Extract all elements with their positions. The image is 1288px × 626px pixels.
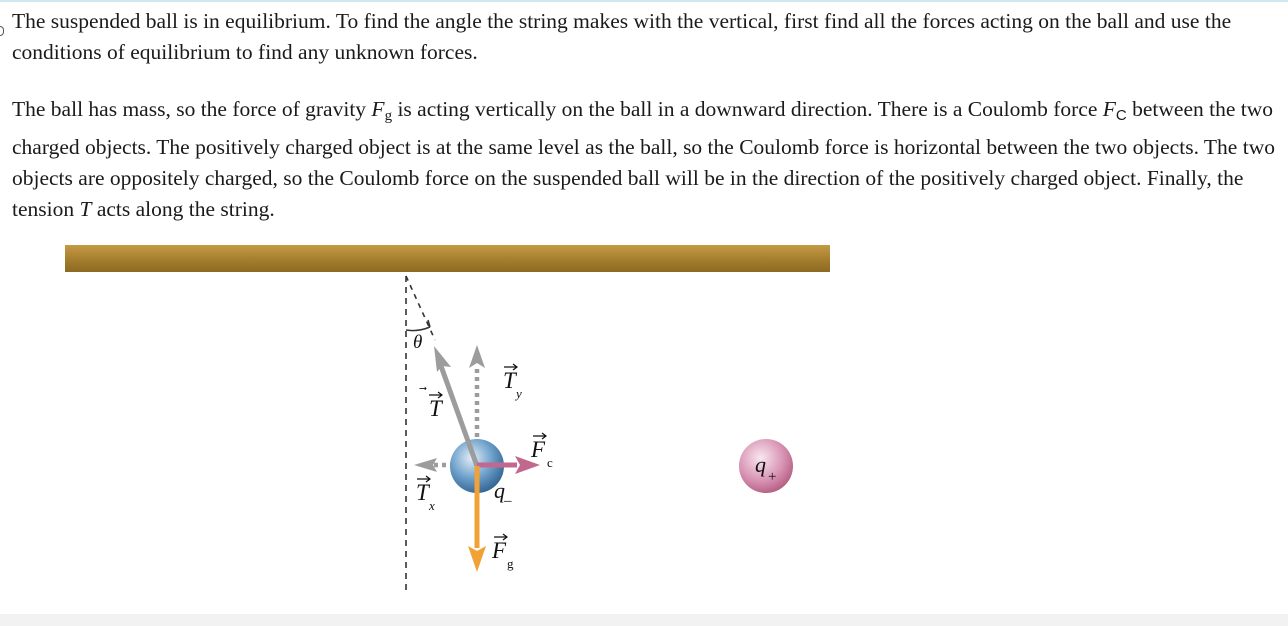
coulomb-symbol: F xyxy=(1102,97,1116,121)
top-divider xyxy=(0,0,1288,2)
explanation-text xyxy=(12,6,1286,225)
tension-y-sub: y xyxy=(516,386,522,401)
footer-band xyxy=(0,614,1288,626)
gravity-symbol: F xyxy=(371,97,385,121)
coulomb-symbol-sub: C xyxy=(1115,107,1127,124)
paragraph-2-part-2: is acting vertically on the ball in a downward direction. There is a Coulomb force xyxy=(392,97,1103,121)
tension-y-arrowhead xyxy=(469,345,485,368)
tension-x-sub: x xyxy=(429,498,435,513)
positive-charge-sign: + xyxy=(768,469,777,485)
positive-charge xyxy=(739,439,793,493)
coulomb-sub: c xyxy=(547,455,553,470)
tension-x-label: T xyxy=(416,480,429,505)
tension-symbol: T xyxy=(79,197,92,221)
coulomb-label: F xyxy=(531,437,546,462)
paragraph-2-part-3: between the two charged objects. The positively charged object is at the same level as the ball, so the Coulomb force is horizontal between the two objects. The two objects are oppositely charged, so the Coulomb force on the suspended ball will be in the direction of the positively charged object. Finally, the tension xyxy=(12,97,1275,221)
force-diagram xyxy=(0,236,1288,606)
tension-label: T xyxy=(429,396,442,421)
gravity-symbol-sub: g xyxy=(384,108,393,124)
tension-y-label: T xyxy=(503,368,516,393)
ceiling xyxy=(65,245,830,272)
positive-charge-label: q xyxy=(755,452,766,477)
paragraph-2-part-4: acts along the string. xyxy=(91,197,275,221)
edge-marker xyxy=(0,26,4,36)
paragraph-2-part-1: The ball has mass, so the force of gravity xyxy=(12,97,372,121)
paragraph-2 xyxy=(12,94,1286,225)
ball-charge-sign: – xyxy=(504,493,512,509)
gravity-label: F xyxy=(492,538,507,563)
tension-arrow-overbar xyxy=(419,386,427,391)
gravity-force-arrowhead xyxy=(468,546,486,572)
ball-charge-label: q xyxy=(494,478,505,503)
gravity-sub: g xyxy=(507,556,514,571)
angle-label: θ xyxy=(413,332,423,353)
paragraph-1: The suspended ball is in equilibrium. To find the angle the string makes with the vertical, first find all the forces acting on the ball and use the conditions of equilibrium to find any unknown forces. xyxy=(12,9,1232,64)
angle-arc xyxy=(406,327,430,331)
tension-x-arrowhead xyxy=(414,458,437,472)
